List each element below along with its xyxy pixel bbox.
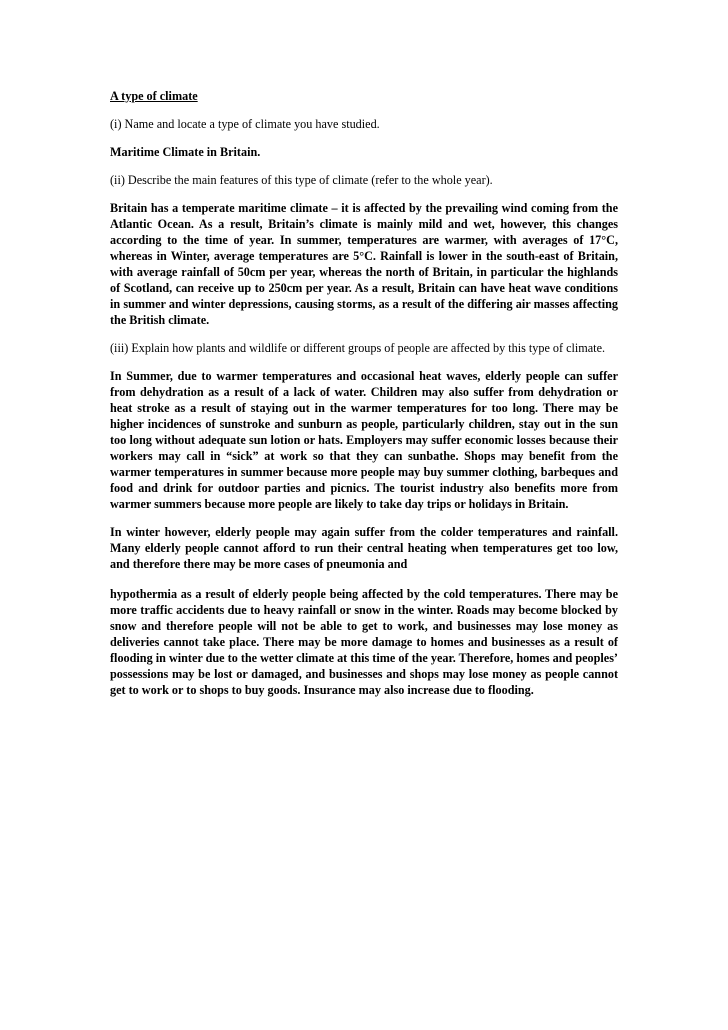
- question-1: (i) Name and locate a type of climate you have studied.: [110, 117, 380, 131]
- answer-1: Maritime Climate in Britain.: [110, 145, 261, 159]
- question-3: (iii) Explain how plants and wildlife or different groups of people are affected by this type of climate.: [110, 341, 606, 355]
- answer-3-winter-paragraph-part-2: hypothermia as a result of elderly people being affected by the cold temperatures. There may be more traffic accidents due to heavy rainfall or snow in the winter. Roads may become blocked by snow and therefore people will not be able to get to work, and businesses may lose money as deliveries cannot take place. There may be more damage to homes and businesses as a result of flooding in winter due to the wetter climate at this time of the year. Therefore, homes and peoples’ possessions may be lost or damaged, and businesses and shops may lose money as people cannot get to work or to shops to buy goods. Insurance may also increase due to flooding.: [110, 587, 618, 697]
- question-2: (ii) Describe the main features of this type of climate (refer to the whole year).: [110, 173, 493, 187]
- answer-3-winter-paragraph-part-1: In winter however, elderly people may again suffer from the colder temperatures and rainfall. Many elderly people cannot afford to run their central heating when temperatures get too low, and therefore there may be more cases of pneumonia and: [110, 525, 618, 571]
- answer-3-summer-paragraph: In Summer, due to warmer temperatures and occasional heat waves, elderly people can suffer from dehydration as a result of a lack of water. Children may also suffer from dehydration or heat stroke as a result of staying out in the warmer temperatures for too long. There may be higher incidences of sunstroke and sunburn as people, particularly children, stay out in the sun too long without adequate sun lotion or hats. Employers may suffer economic losses because their workers may call in “sick” at work so that they can sunbathe. Shops may benefit from the warmer temperatures in summer because more people may buy summer clothing, barbeques and food and drink for outdoor parties and picnics. The tourist industry also benefits more from warmer summers because more people are likely to take day trips or holidays in Britain.: [110, 369, 618, 511]
- document-page: [110, 88, 618, 710]
- answer-2-paragraph: Britain has a temperate maritime climate – it is affected by the prevailing wind coming from the Atlantic Ocean. As a result, Britain’s climate is mainly mild and wet, however, this changes according to the time of year. In summer, temperatures are warmer, with averages of 17°C, whereas in Winter, average temperatures are 5°C. Rainfall is lower in the south-east of Britain, with average rainfall of 50cm per year, whereas the north of Britain, in particular the highlands of Scotland, can receive up to 250cm per year. As a result, Britain can have heat wave conditions in summer and winter depressions, causing storms, as a result of the differing air masses affecting the British climate.: [110, 201, 618, 327]
- document-heading: A type of climate: [110, 89, 198, 103]
